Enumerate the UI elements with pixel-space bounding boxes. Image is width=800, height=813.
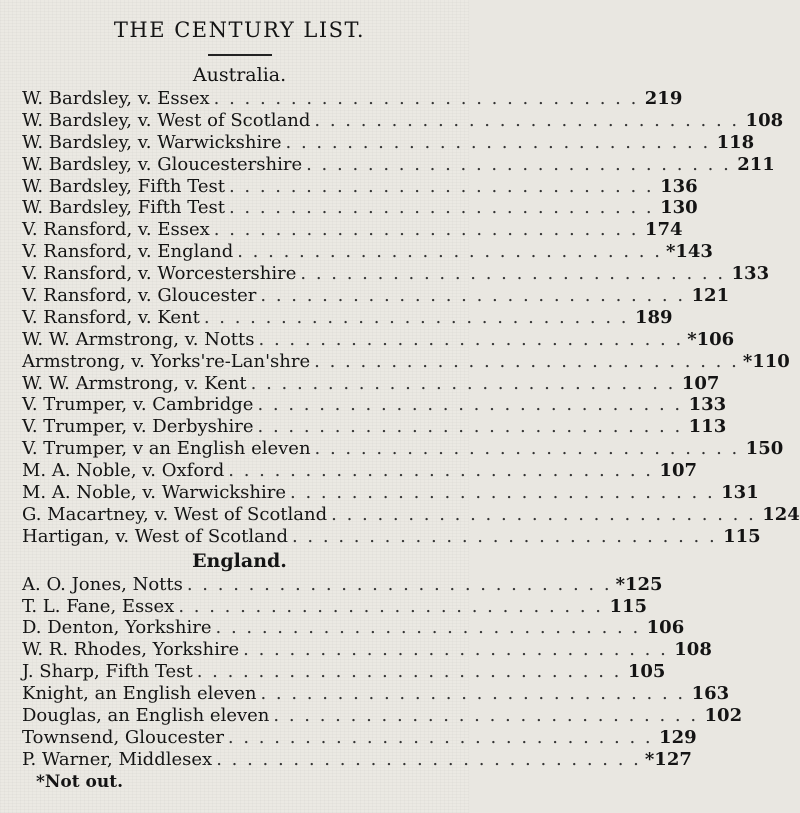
entry-name: V. Ransford, v. Kent	[22, 306, 200, 328]
list-item	[22, 131, 755, 154]
section-heading-australia: Australia.	[192, 64, 287, 86]
list-item	[22, 595, 648, 618]
list-item	[22, 197, 698, 219]
entry-name: Hartigan, v. West of Scotland	[22, 525, 288, 547]
dot-leader	[310, 351, 743, 373]
list-item	[22, 175, 698, 198]
dot-leader	[288, 526, 721, 548]
dot-leader	[225, 176, 658, 198]
dot-leader	[210, 219, 643, 241]
entry-score: 105	[627, 661, 666, 683]
entry-score: *106	[687, 328, 735, 350]
page-title: THE CENTURY LIST.	[113, 18, 366, 42]
entry-score: 118	[716, 131, 755, 153]
entry-score: 106	[646, 617, 685, 639]
dot-leader	[212, 617, 645, 639]
list-item	[22, 109, 784, 132]
entry-name: A. O. Jones, Notts	[22, 573, 183, 595]
list-item	[22, 263, 770, 285]
entry-score: *110	[742, 350, 790, 372]
dot-leader	[174, 596, 607, 618]
entry-name: W. Bardsley, v. Essex	[22, 88, 210, 109]
entry-name: G. Macartney, v. West of Scotland	[22, 503, 328, 525]
entry-score: 121	[691, 285, 730, 307]
list-item	[22, 328, 735, 351]
list-item	[22, 661, 666, 683]
entry-score: 115	[609, 595, 648, 617]
entry-name: W. Bardsley, v. Gloucestershire	[22, 153, 303, 175]
section-australia	[22, 62, 800, 548]
entry-name: W. Bardsley, v. Warwickshire	[22, 131, 282, 153]
dot-leader	[302, 154, 735, 176]
entry-name: M. A. Noble, v. Oxford	[22, 460, 225, 482]
list-item	[22, 285, 730, 307]
entry-score: 211	[737, 153, 775, 175]
entry-name: Douglas, an English eleven	[22, 705, 270, 727]
entry-name: M. A. Noble, v. Warwickshire	[22, 482, 287, 504]
entry-score: 131	[721, 482, 759, 504]
entry-name: W. R. Rhodes, Yorkshire	[22, 639, 240, 661]
entry-name: V. Ransford, v. Gloucester	[22, 285, 257, 307]
footnote: *Not out.	[36, 771, 124, 792]
list-item	[22, 573, 663, 596]
entry-score: 133	[688, 394, 727, 416]
dot-leader	[255, 329, 688, 351]
entry-name: W. Bardsley, Fifth Test	[22, 175, 225, 197]
list-item	[22, 350, 790, 373]
dot-leader	[233, 241, 666, 263]
list-item	[22, 525, 761, 548]
dot-leader	[286, 482, 719, 504]
dot-leader	[224, 727, 657, 749]
entry-score: 219	[644, 88, 683, 109]
entry-name: T. L. Fane, Essex	[22, 595, 175, 617]
entry-name: P. Warner, Middlesex	[22, 748, 213, 770]
entry-name: V. Trumper, v. Derbyshire	[22, 416, 254, 438]
list-item	[22, 748, 692, 771]
section-england	[22, 548, 743, 771]
entry-name: W. W. Armstrong, v. Notts	[22, 328, 255, 350]
entry-score: 163	[691, 683, 730, 705]
list-item	[22, 705, 743, 727]
entry-score: *143	[665, 241, 713, 263]
entry-name: J. Sharp, Fifth Test	[22, 661, 193, 683]
entry-score: *127	[644, 748, 692, 770]
entry-score: 136	[660, 175, 698, 197]
entry-name: V. Trumper, v an English eleven	[22, 438, 311, 460]
dot-leader	[212, 749, 645, 771]
entry-score: *125	[615, 573, 663, 595]
entry-score: 108	[674, 639, 712, 661]
list-item	[22, 460, 697, 482]
list-item	[22, 503, 800, 526]
dot-leader	[183, 574, 616, 596]
dot-leader	[296, 263, 729, 285]
entry-name: V. Ransford, v. Worcestershire	[22, 263, 297, 285]
section-heading-england: England.	[192, 549, 287, 572]
entry-score: 108	[745, 109, 784, 131]
dot-leader	[310, 110, 743, 132]
list-item	[22, 394, 727, 416]
entry-score: 150	[745, 438, 784, 460]
entry-score: 107	[681, 372, 720, 394]
century-list-australia	[22, 88, 800, 548]
dot-leader	[254, 416, 687, 438]
entry-name: Armstrong, v. Yorks're-Lan'shre	[22, 350, 311, 372]
dot-leader	[256, 285, 689, 307]
list-item	[22, 241, 713, 263]
dot-leader	[327, 504, 760, 526]
entry-name: W. Bardsley, v. West of Scotland	[22, 109, 311, 131]
list-item	[22, 416, 727, 438]
entry-score: 129	[659, 726, 697, 748]
entry-score: 115	[723, 525, 761, 547]
dot-leader	[193, 661, 626, 683]
list-item	[22, 372, 720, 395]
list-item	[22, 683, 730, 705]
list-item	[22, 482, 759, 504]
entry-name: W. W. Armstrong, v. Kent	[22, 372, 247, 394]
entry-score: 113	[688, 416, 727, 438]
entry-score: 102	[704, 705, 743, 727]
dot-leader	[311, 438, 744, 460]
list-item	[22, 617, 685, 639]
list-item	[22, 153, 775, 176]
list-item	[22, 639, 712, 661]
dot-leader	[253, 394, 686, 416]
entry-score: 130	[660, 197, 698, 219]
entry-score: 107	[659, 460, 697, 482]
list-item	[22, 438, 784, 460]
entry-score: 133	[731, 263, 770, 285]
dot-leader	[247, 373, 680, 395]
entry-name: V. Trumper, v. Cambridge	[22, 394, 254, 416]
entry-name: V. Ransford, v. Essex	[22, 219, 210, 241]
list-item	[22, 306, 673, 329]
dot-leader	[256, 683, 689, 705]
dot-leader	[200, 307, 633, 329]
dot-leader	[210, 88, 643, 110]
entry-name: V. Ransford, v. England	[22, 241, 234, 263]
title-rule	[208, 54, 272, 56]
dot-leader	[282, 132, 715, 154]
entry-name: Knight, an English eleven	[22, 683, 257, 705]
entry-score: 124	[762, 503, 800, 525]
entry-name: Townsend, Gloucester	[22, 726, 224, 748]
list-item	[22, 88, 683, 110]
list-item	[22, 726, 697, 749]
dot-leader	[224, 460, 657, 482]
entry-score: 189	[634, 306, 673, 328]
entry-name: W. Bardsley, Fifth Test	[22, 197, 225, 219]
dot-leader	[269, 705, 702, 727]
entry-score: 174	[644, 219, 683, 241]
century-list-england	[22, 573, 743, 771]
dot-leader	[239, 639, 672, 661]
entry-name: D. Denton, Yorkshire	[22, 617, 212, 639]
dot-leader	[225, 197, 658, 219]
list-item	[22, 219, 683, 241]
